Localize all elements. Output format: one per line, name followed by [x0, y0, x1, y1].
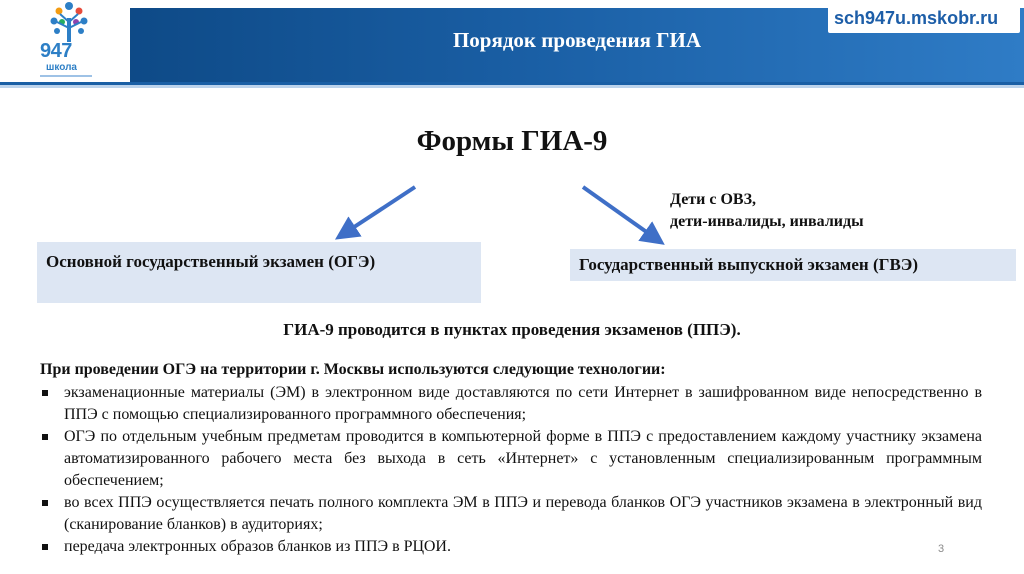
list-item: экзаменационные материалы (ЭМ) в электронном виде доставляются по сети Интернет в зашифрованном виде непосредственно в ППЭ с помощью специализированного программного обеспечения; — [40, 382, 982, 426]
list-item: во всех ППЭ осуществляется печать полного комплекта ЭМ в ППЭ и перевода бланков ОГЭ участников экзамена в электронный вид (сканирование бланков) в аудиториях; — [40, 492, 982, 536]
bullet-icon — [42, 390, 48, 396]
list-item: ОГЭ по отдельным учебным предметам проводится в компьютерной форме в ППЭ с предоставлением каждому участнику экзамена автоматизированного рабочего места без выхода в сеть «Интернет» с установленным специализированным программным обеспечением; — [40, 426, 982, 492]
oge-label: Основной государственный экзамен (ОГЭ) — [46, 252, 376, 271]
logo-number: 947 — [40, 40, 72, 62]
technology-list — [40, 382, 982, 558]
site-url: sch947u.mskobr.ru — [834, 8, 999, 28]
forms-title: Формы ГИА-9 — [416, 125, 608, 157]
bullet-icon — [42, 434, 48, 440]
bullet-icon — [42, 544, 48, 550]
arrow-left-icon — [345, 187, 415, 233]
bullet-icon — [42, 500, 48, 506]
page-title: Порядок проведения ГИА — [452, 28, 702, 52]
logo-word: школа — [46, 62, 77, 73]
ovz-note-line2: дети-инвалиды, инвалиды — [670, 213, 864, 230]
ovz-note-line1: Дети с ОВЗ, — [670, 191, 757, 208]
tech-intro: При проведении ОГЭ на территории г. Москвы используются следующие технологии: — [40, 361, 666, 378]
page-number: 3 — [938, 543, 945, 555]
ovz-note — [670, 189, 864, 233]
oge-box — [37, 242, 481, 303]
ppe-statement: ГИА-9 проводится в пунктах проведения экзаменов (ППЭ). — [283, 320, 741, 339]
list-item: передача электронных образов бланков из ППЭ в РЦОИ. — [40, 536, 982, 558]
arrow-right-icon — [583, 187, 655, 238]
gve-label: Государственный выпускной экзамен (ГВЭ) — [579, 255, 918, 274]
gve-box — [570, 249, 1016, 281]
